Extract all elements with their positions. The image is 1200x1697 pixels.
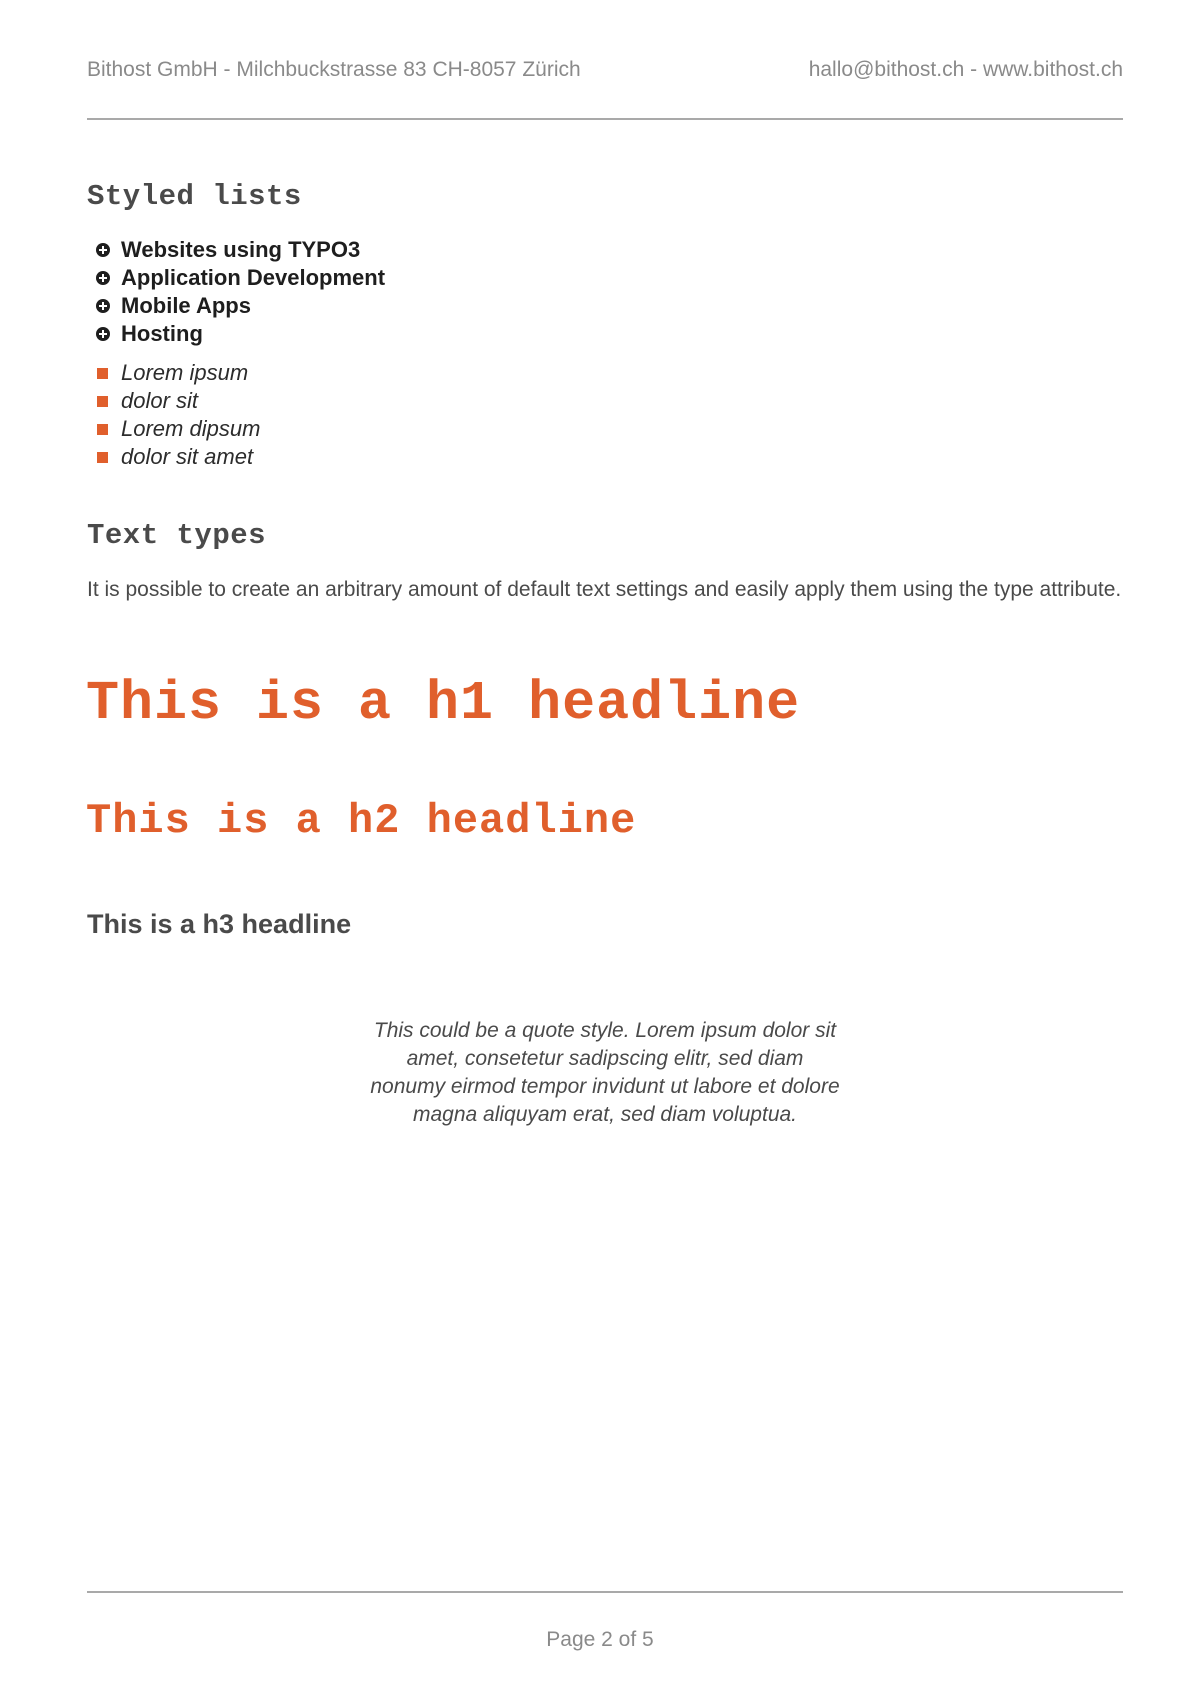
plus-circle-icon [96, 299, 110, 313]
list-item [96, 236, 385, 264]
quote-block: This could be a quote style. Lorem ipsum dolor sit amet, consetetur sadipscing elitr, sed diam nonumy eirmod tempor invidunt ut labore et dolore magna aliquyam erat, sed diam voluptua. [370, 1019, 840, 1126]
list-item-label: dolor sit amet [121, 444, 254, 469]
h1-headline: This is a h1 headline [86, 672, 801, 735]
h3-headline: This is a h3 headline [87, 909, 352, 939]
list-item [96, 387, 260, 415]
list-item-label: Websites using TYPO3 [121, 237, 361, 262]
list-item-label: Application Development [121, 265, 386, 290]
square-bullet-icon [97, 368, 108, 379]
square-bullet-icon [97, 424, 108, 435]
contact-info: hallo@bithost.ch - www.bithost.ch [808, 58, 1123, 81]
list-item [96, 359, 260, 387]
italic-list [96, 359, 260, 471]
list-item [96, 292, 385, 320]
plus-circle-icon [96, 271, 110, 285]
list-item [96, 443, 260, 471]
square-bullet-icon [97, 396, 108, 407]
page-number: Page 2 of 5 [546, 1628, 654, 1651]
plus-circle-icon [96, 243, 110, 257]
list-item-label: Lorem dipsum [121, 416, 261, 441]
bold-list [96, 236, 385, 348]
list-item [96, 320, 385, 348]
list-item [96, 415, 260, 443]
plus-circle-icon [96, 327, 110, 341]
footer-divider [87, 1591, 1123, 1593]
section-title-text-types: Text types [87, 519, 267, 552]
header-divider [87, 118, 1123, 120]
company-address: Bithost GmbH - Milchbuckstrasse 83 CH-8057 Zürich [87, 58, 581, 81]
page-header [87, 52, 1123, 82]
section-title-styled-lists: Styled lists [87, 180, 302, 213]
list-item [96, 264, 385, 292]
list-item-label: Lorem ipsum [121, 360, 249, 385]
list-item-label: Mobile Apps [121, 293, 251, 318]
h2-headline: This is a h2 headline [86, 797, 637, 845]
list-item-label: dolor sit [121, 388, 199, 413]
body-paragraph: It is possible to create an arbitrary amount of default text settings and easily apply them using the type attribute. [87, 578, 1122, 601]
list-item-label: Hosting [121, 321, 203, 346]
square-bullet-icon [97, 452, 108, 463]
